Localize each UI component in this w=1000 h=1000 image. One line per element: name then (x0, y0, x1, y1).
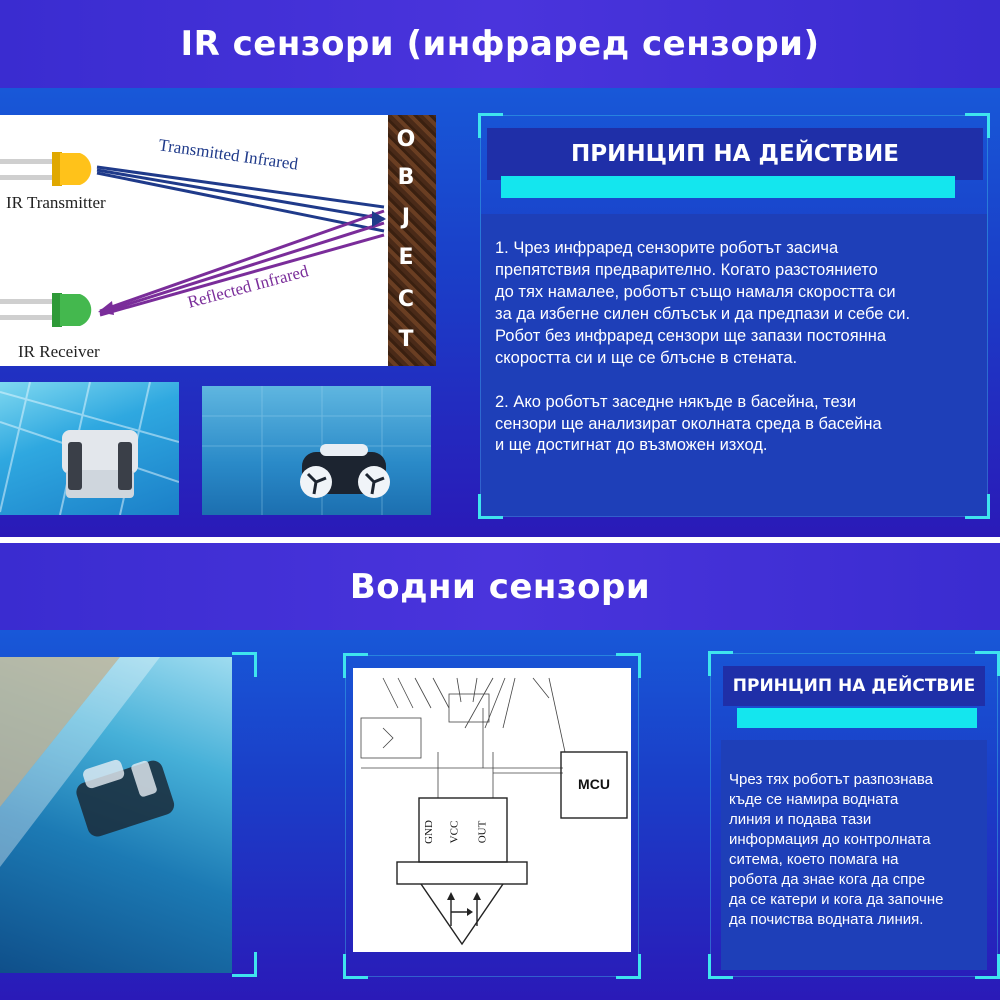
accent-bar (737, 708, 977, 728)
ir-transmitter-led (52, 152, 91, 186)
panel-body (721, 740, 987, 970)
transmitted-rays (97, 167, 384, 231)
object-wall (388, 115, 436, 366)
panel-corner (616, 954, 641, 979)
section-title-bar (0, 543, 1000, 630)
reflected-infrared-label: Reflected Infrared (185, 261, 311, 312)
pin-label-vcc: VCC (448, 820, 461, 844)
pin-label-gnd: GND (422, 820, 435, 844)
frame-corner (232, 652, 257, 677)
panel-body (481, 214, 987, 516)
transmitted-infrared-label: Transmitted Infrared (157, 135, 300, 174)
mcu-label: MCU (578, 776, 610, 792)
section-title-water: Водни сензори (349, 566, 651, 607)
object-letter: T (398, 327, 414, 352)
object-letter: C (397, 287, 415, 312)
frame-corner (232, 952, 257, 977)
section-title-bar (0, 0, 1000, 88)
object-letter: J (401, 205, 411, 230)
schematic-svg (353, 668, 631, 952)
pool-robot-photo-3 (0, 657, 232, 973)
panel-description: Чрез тях роботът разпознава къде се намира водната линия и подава тази информация до контролната ситема, което помага на робота да знае кога да спре да се катери и кога да започне да почиства водната линия. (729, 771, 944, 928)
ir-receiver-led (52, 293, 91, 327)
panel-description: 1. Чрез инфраред сензорите роботът засича препятствия предварително. Когато разстоянието до тях намалее, роботът също намаля скоростта си за да избегне силен сблъсък и да предпази и себе си. Робот без инфраред сензори ще запази постоянна скоростта си и ще се блъсне в стената. 2. Ако роботът заседне някъде в басейна, тези сензори ще анализират околната среда в басейна и ще достигнат до възможен изход. (495, 239, 911, 455)
panel-heading: ПРИНЦИП НА ДЕЙСТВИЕ (723, 666, 985, 706)
panel-heading: ПРИНЦИП НА ДЕЙСТВИЕ (487, 128, 983, 180)
ir-receiver-label: IR Receiver (18, 342, 100, 361)
object-letter: B (397, 165, 415, 190)
accent-bar (501, 176, 955, 198)
object-letter: E (398, 245, 414, 270)
pool-robot-photo-1 (0, 382, 179, 515)
water-sensor-schematic (353, 668, 631, 952)
ir-sensor-diagram (0, 115, 436, 366)
section-title-ir: IR сензори (инфраред сензори) (180, 24, 820, 64)
pool-photo-illustration (202, 386, 431, 515)
pool-robot-photo-2 (202, 386, 431, 515)
pool-photo-illustration (0, 657, 232, 973)
object-letter: O (396, 127, 416, 152)
principle-panel-water (710, 653, 998, 977)
principle-panel-ir (480, 115, 988, 517)
reflected-rays (100, 211, 384, 315)
pool-photo-illustration (0, 382, 179, 515)
pin-label-out: OUT (476, 820, 489, 844)
ir-transmitter-label: IR Transmitter (6, 193, 106, 212)
panel-corner (343, 954, 368, 979)
